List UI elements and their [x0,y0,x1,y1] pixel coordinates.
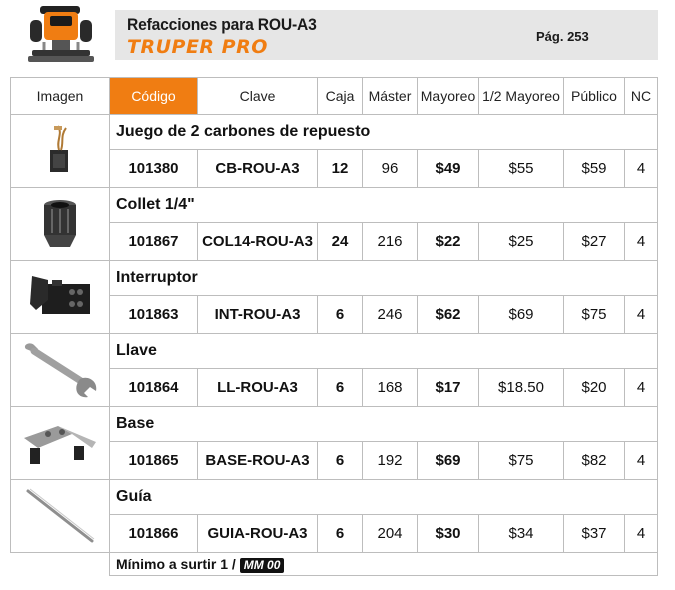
codigo-cell: 101380 [110,150,198,188]
product-name: Base [110,407,658,442]
codigo-cell: 101866 [110,515,198,553]
product-name: Llave [110,334,658,369]
master-cell: 216 [363,223,418,261]
nc-cell: 4 [625,442,658,480]
nc-cell: 4 [625,296,658,334]
product-name: Juego de 2 carbones de repuesto [110,115,658,150]
page-title: Refacciones para ROU-A3 [127,15,317,34]
product-name-row [11,115,658,150]
mayoreo-cell: $22 [418,223,479,261]
mayoreo-cell: $62 [418,296,479,334]
clave-cell: COL14-ROU-A3 [198,223,318,261]
product-name: Interruptor [110,261,658,296]
product-image-cell [11,261,110,334]
mayoreo-cell: $69 [418,442,479,480]
master-cell: 168 [363,369,418,407]
nc-cell: 4 [625,515,658,553]
product-image-cell [11,334,110,407]
minimum-order-note [110,553,658,576]
clave-cell: CB-ROU-A3 [198,150,318,188]
product-image-cell [11,115,110,188]
caja-cell: 6 [318,515,363,553]
product-name-row [11,480,658,515]
codigo-cell: 101865 [110,442,198,480]
guide-base-icon [18,412,102,474]
master-cell: 246 [363,296,418,334]
product-name: Collet 1/4" [110,188,658,223]
col-header-publico: Público [564,78,625,115]
title-bar [115,10,658,60]
product-name-row [11,334,658,369]
product-name-row [11,188,658,223]
master-cell: 96 [363,150,418,188]
table-header-row [11,78,658,115]
clave-cell: LL-ROU-A3 [198,369,318,407]
col-header-clave: Clave [198,78,318,115]
half-mayoreo-cell: $34 [479,515,564,553]
collet-icon [30,193,90,255]
brand-logo: TRUPER PRO [127,36,268,58]
wrench-icon [18,339,102,401]
caja-cell: 6 [318,369,363,407]
guide-rod-icon [18,485,102,547]
footer-spacer [11,553,110,576]
codigo-cell: 101864 [110,369,198,407]
minimum-order-label: Mínimo a surtir 1 / [116,555,236,572]
master-cell: 192 [363,442,418,480]
codigo-cell: 101863 [110,296,198,334]
clave-cell: GUIA-ROU-A3 [198,515,318,553]
mm-badge: MM 00 [240,558,285,573]
publico-cell: $59 [564,150,625,188]
caja-cell: 24 [318,223,363,261]
col-header-mayoreo: Mayoreo [418,78,479,115]
parts-table [10,77,658,576]
mayoreo-cell: $49 [418,150,479,188]
product-image-cell [11,407,110,480]
publico-cell: $27 [564,223,625,261]
col-header-nc: NC [625,78,658,115]
mayoreo-cell: $30 [418,515,479,553]
half-mayoreo-cell: $75 [479,442,564,480]
router-product-image [10,2,110,70]
caja-cell: 6 [318,296,363,334]
col-header-half-mayoreo: 1/2 Mayoreo [479,78,564,115]
half-mayoreo-cell: $69 [479,296,564,334]
clave-cell: INT-ROU-A3 [198,296,318,334]
switch-icon [22,266,98,328]
clave-cell: BASE-ROU-A3 [198,442,318,480]
col-header-caja: Caja [318,78,363,115]
publico-cell: $37 [564,515,625,553]
nc-cell: 4 [625,223,658,261]
product-image-cell [11,188,110,261]
nc-cell: 4 [625,150,658,188]
half-mayoreo-cell: $18.50 [479,369,564,407]
product-image-cell [11,480,110,553]
footer-row [11,553,658,576]
col-header-codigo[interactable]: Código [110,78,198,115]
page-number: Pág. 253 [536,29,589,44]
col-header-imagen: Imagen [11,78,110,115]
publico-cell: $75 [564,296,625,334]
codigo-cell: 101867 [110,223,198,261]
publico-cell: $82 [564,442,625,480]
publico-cell: $20 [564,369,625,407]
nc-cell: 4 [625,369,658,407]
half-mayoreo-cell: $55 [479,150,564,188]
mayoreo-cell: $17 [418,369,479,407]
product-name-row [11,407,658,442]
caja-cell: 6 [318,442,363,480]
col-header-master: Máster [363,78,418,115]
product-name-row [11,261,658,296]
half-mayoreo-cell: $25 [479,223,564,261]
product-name: Guía [110,480,658,515]
carbon-brushes-icon [30,120,90,182]
caja-cell: 12 [318,150,363,188]
master-cell: 204 [363,515,418,553]
